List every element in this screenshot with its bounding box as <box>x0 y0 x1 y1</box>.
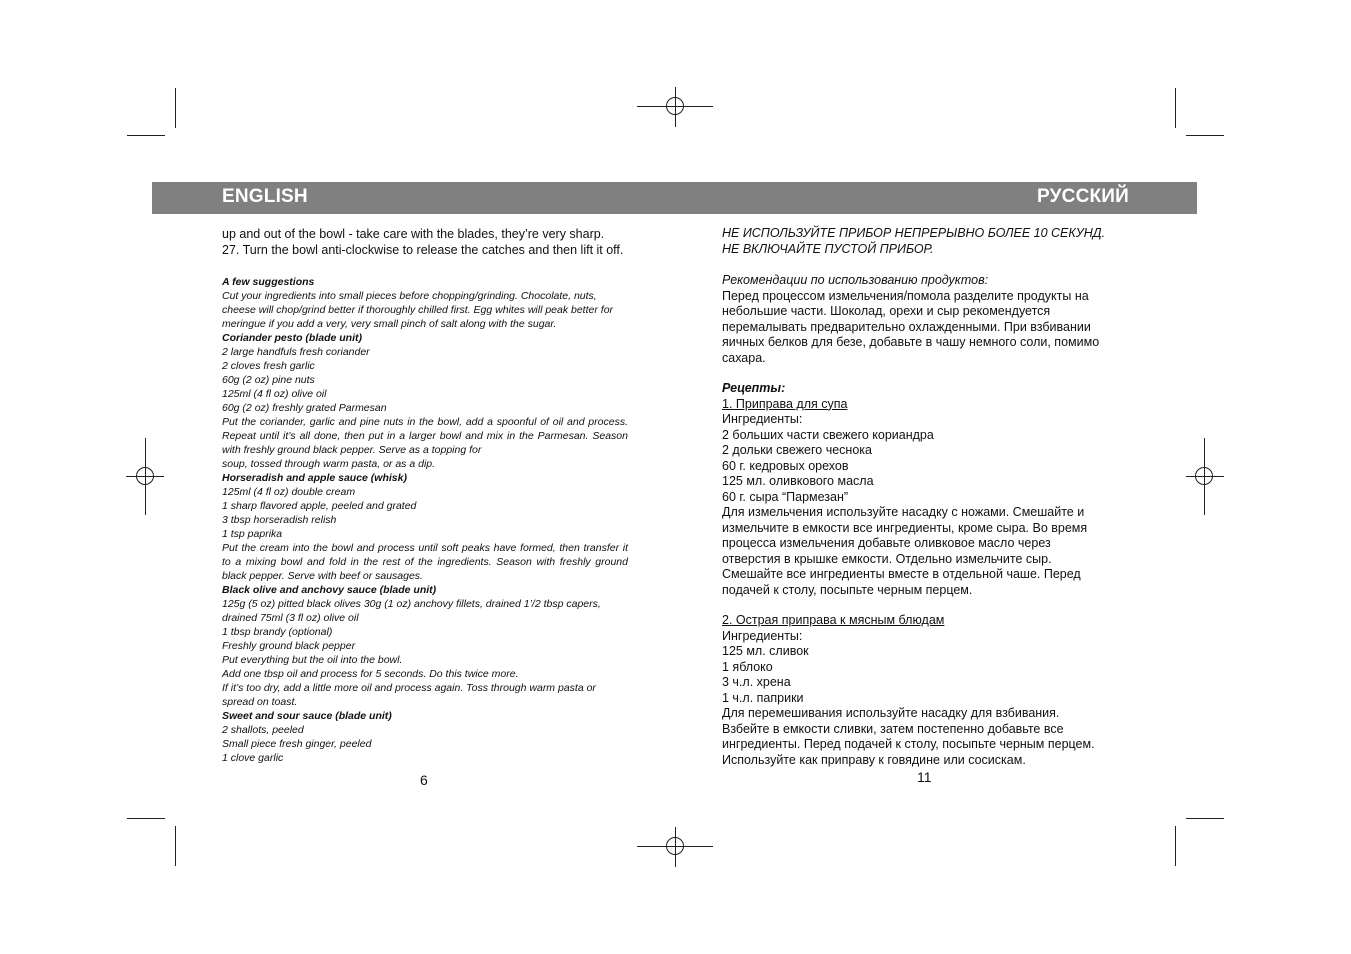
ingredient-line: 2 large handfuls fresh coriander <box>222 346 370 358</box>
crop-mark <box>175 826 176 866</box>
ingredient-line: 3 tbsp horseradish relish <box>222 514 337 526</box>
ingredient-line: 125ml (4 fl oz) olive oil <box>222 388 327 400</box>
recipe-line: Для измельчения используйте насадку с ножами. Смешайте и <box>722 505 1085 519</box>
recommend-heading: Рекомендации по использованию продуктов: <box>722 273 989 287</box>
recipe-line: Для перемешивания используйте насадку для взбивания. <box>722 706 1060 720</box>
method-line: Put everything but the oil into the bowl. <box>222 654 403 666</box>
method-text: Put the cream into the bowl and process until soft peaks have formed, then transfer it to a mixing bowl and fold in the rest of the ingredients. Season with freshly ground black pepper. Serve with beef or sausages. <box>222 542 628 582</box>
recipe-line: 3 ч.л. хрена <box>722 675 791 689</box>
suggestions-heading: A few suggestions <box>222 276 315 288</box>
recipe-heading: 1. Приправа для супа <box>722 396 848 411</box>
ingredient-line: 1 tsp paprika <box>222 528 283 540</box>
crop-mark <box>127 135 165 136</box>
warning-line: НЕ ВКЛЮЧАЙТЕ ПУСТОЙ ПРИБОР. <box>722 241 934 256</box>
ingredient-line: 60g (2 oz) freshly grated Parmesan <box>222 402 387 414</box>
recipe-line: ингредиенты. Перед подачей к столу, посыпьте черным перцем. <box>722 737 1095 751</box>
header-band <box>152 182 1197 214</box>
recipe-line: 1 ч.л. паприки <box>722 690 804 705</box>
recipe-line: подачей к столу, посыпьте черным перцем. <box>722 582 973 597</box>
recipe-heading: Black olive and anchovy sauce (blade unit) <box>222 584 437 596</box>
recipe-line: 2 дольки свежего чеснока <box>722 443 872 457</box>
recipe-line: Взбейте в емкости сливки, затем постепенно добавьте все <box>722 721 1064 736</box>
page-number: 11 <box>917 769 932 785</box>
recipe-line: 1 яблоко <box>722 659 773 674</box>
crop-mark <box>1175 88 1176 128</box>
crop-mark <box>1186 135 1224 136</box>
recipe-line: 2 больших части свежего кориандра <box>722 427 934 442</box>
ingredient-line: 1 sharp flavored apple, peeled and grated <box>222 500 417 512</box>
recipe-line: 60 г. сыра “Пармезан” <box>722 489 849 504</box>
ingredient-line: Small piece fresh ginger, peeled <box>222 738 372 750</box>
english-column <box>222 226 628 765</box>
recipe-line: Смешайте все ингредиенты вместе в отдельной чаше. Перед <box>722 567 1081 581</box>
ingredient-line: Freshly ground black pepper <box>222 640 356 652</box>
recommend-line: перемалывать предварительно охлажденными. При взбивании <box>722 319 1091 334</box>
ingredient-line: 60g (2 oz) pine nuts <box>222 374 315 386</box>
registration-circle <box>1195 467 1213 485</box>
registration-circle <box>666 97 684 115</box>
recipe-line: Ингредиенты: <box>722 412 803 426</box>
intro-line: 27. Turn the bowl anti-clockwise to release the catches and then lift it off. <box>222 243 624 257</box>
method-text: Put the coriander, garlic and pine nuts in the bowl, add a spoonful of oil and process. Repeat until it’s all done, then put in a larger bowl and mix in the Parmesan. Season with freshly ground black pepper. Serve as a topping for <box>222 416 628 456</box>
registration-circle <box>666 837 684 855</box>
registration-circle <box>136 467 154 485</box>
recommend-line: Перед процессом измельчения/помола разделите продукты на <box>722 288 1089 303</box>
ingredient-line: 125ml (4 fl oz) double cream <box>222 486 356 498</box>
method-text: soup, tossed through warm pasta, or as a dip. <box>222 458 436 470</box>
recipe-line: Ингредиенты: <box>722 628 803 643</box>
ingredient-line: 2 shallots, peeled <box>222 724 304 736</box>
recipe-heading: Coriander pesto (blade unit) <box>222 332 363 344</box>
intro-line: up and out of the bowl - take care with the blades, they’re very sharp. <box>222 227 605 241</box>
recipe-heading: Sweet and sour sauce (blade unit) <box>222 710 392 722</box>
crop-mark <box>127 818 165 819</box>
ingredient-line: 125g (5 oz) pitted black olives 30g (1 oz) anchovy fillets, drained 1’/2 tbsp capers, drained 75ml (3 fl oz) olive oil <box>222 598 601 624</box>
recommend-line: яичных белков для безе, добавьте в чашу немного соли, помимо <box>722 335 1100 349</box>
ingredient-line: 1 tbsp brandy (optional) <box>222 626 333 638</box>
crop-mark <box>175 88 176 128</box>
page-number: 6 <box>420 772 428 788</box>
recipe-line: Используйте как приправу к говядине или сосискам. <box>722 752 1026 767</box>
method-line: If it’s too dry, add a little more oil and process again. Toss through warm pasta or spread on toast. <box>222 682 596 708</box>
section-title-english: ENGLISH <box>222 186 308 207</box>
section-title-russian: РУССКИЙ <box>1037 186 1129 207</box>
ingredient-line: 1 clove garlic <box>222 752 284 764</box>
recipe-line: 60 г. кедровых орехов <box>722 458 849 473</box>
ingredient-line: 2 cloves fresh garlic <box>222 360 315 372</box>
recipe-line: процесса измельчения добавьте оливковое масло через <box>722 536 1051 550</box>
recipe-line: отверстия в крышке емкости. Отдельно измельчите сыр. <box>722 551 1052 566</box>
recipe-line: 125 мл. оливкового масла <box>722 474 874 488</box>
recommend-line: сахара. <box>722 350 766 365</box>
russian-column <box>722 226 1130 768</box>
method-line: Add one tbsp oil and process for 5 seconds. Do this twice more. <box>222 668 519 680</box>
recommend-line: небольшие части. Шоколад, орехи и сыр рекомендуется <box>722 304 1051 318</box>
suggestions-text: Cut your ingredients into small pieces before chopping/grinding. Chocolate, nuts, cheese will chop/grind better if thoroughly chilled first. Egg whites will peak better for meringue if you add a very, very small pinch of salt along with the sugar. <box>222 290 614 330</box>
recipe-heading: Horseradish and apple sauce (whisk) <box>222 472 407 484</box>
crop-mark <box>1186 818 1224 819</box>
crop-mark <box>1175 826 1176 866</box>
recipe-heading: 2. Острая приправа к мясным блюдам <box>722 613 945 627</box>
warning-line: НЕ ИСПОЛЬЗУЙТЕ ПРИБОР НЕПРЕРЫВНО БОЛЕЕ 10 СЕКУНД. <box>722 226 1106 240</box>
recipes-heading: Рецепты: <box>722 381 786 395</box>
recipe-line: 125 мл. сливок <box>722 644 809 658</box>
recipe-line: измельчите в емкости все ингредиенты, кроме сыра. Во время <box>722 520 1088 535</box>
